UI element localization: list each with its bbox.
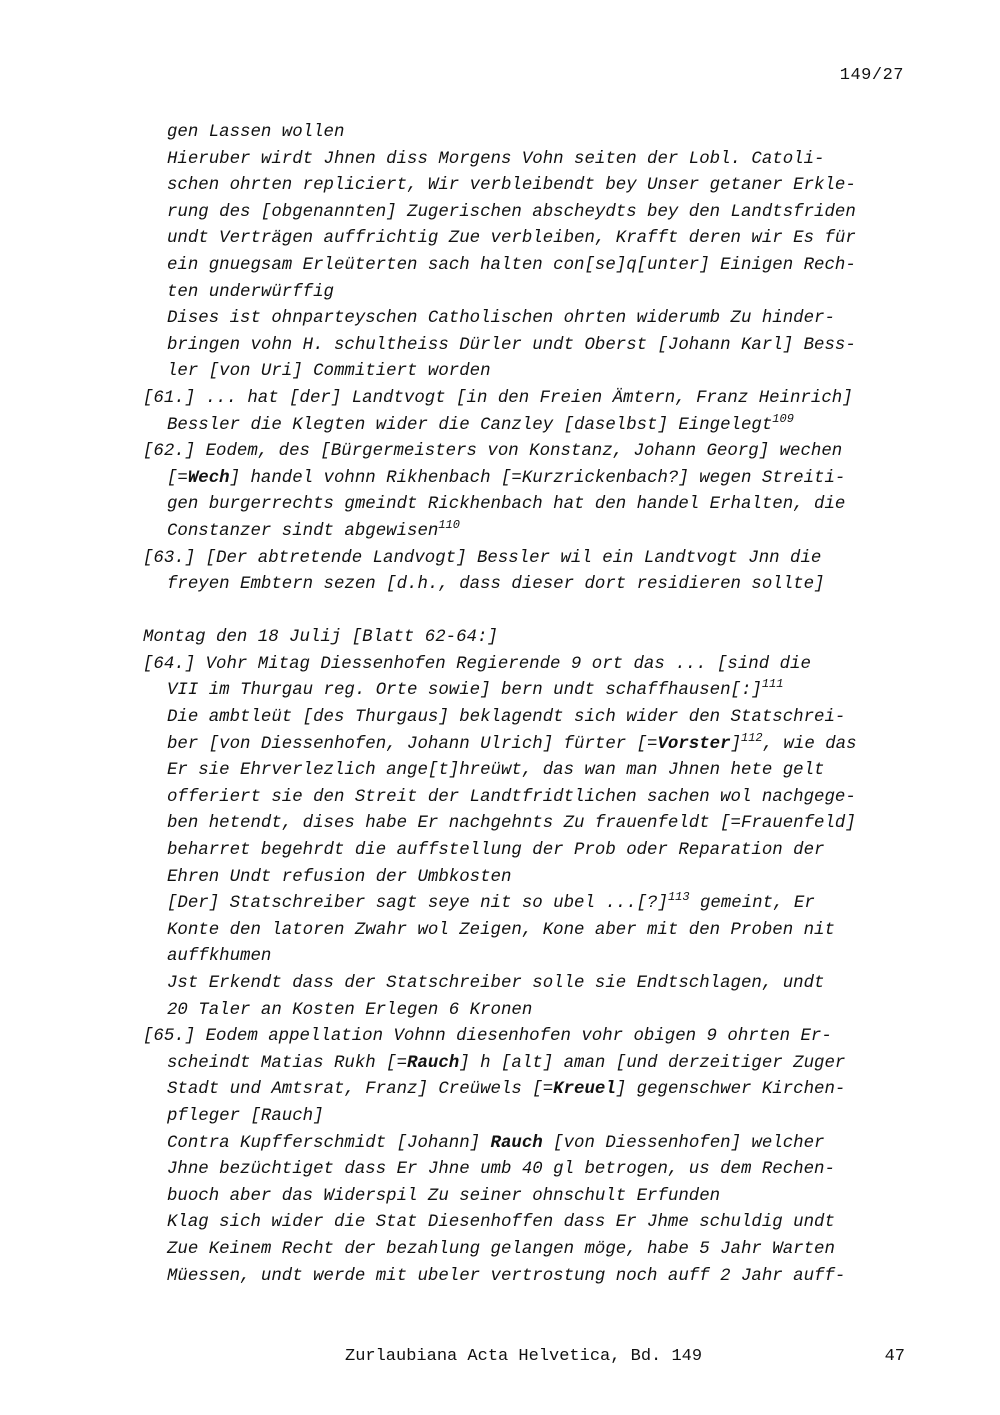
text-segment: [Der] Statschreiber sagt seye nit so ubel ...[?] [167, 894, 668, 914]
text-segment: gemeint, Er [689, 894, 815, 914]
text-line: undt Verträgen auffrichtig Zue verbleiben, Krafft deren wir Es für [167, 229, 856, 249]
text-line: offeriert sie den Streit der Landtfridtlichen sachen wol nachgege- [167, 787, 856, 807]
document-body [143, 120, 913, 1290]
footnote-ref-109: 109 [772, 411, 794, 426]
text-line [143, 891, 913, 918]
text-line: ler [von Uri] Commitiert worden [167, 362, 491, 382]
text-line: Klag sich wider die Stat Diesenhoffen dass Er Jhme schuldig undt [167, 1213, 835, 1233]
footnote-ref-110: 110 [438, 517, 460, 532]
text-line: ten underwürffig [167, 282, 334, 302]
bold-name-rauch: Rauch [407, 1053, 460, 1073]
entry-63-line: [63.] [Der abtretende Landvogt] Bessler wil ein Landtvogt Jnn die [143, 548, 822, 568]
page-number: 47 [884, 1347, 905, 1366]
footnote-ref-111: 111 [761, 677, 784, 692]
text-line: auffkhumen [167, 947, 272, 967]
entry-64-line: [64.] Vohr Mitag Diessenhofen Regierende 9 ort das ... [sind die [143, 654, 811, 674]
footer-title: Zurlaubiana Acta Helvetica, Bd. 149 [345, 1347, 703, 1366]
text-segment: ] gegenschwer Kirchen- [615, 1080, 846, 1100]
text-line [143, 466, 913, 493]
text-segment: , wie das [762, 734, 857, 754]
text-line [143, 413, 913, 440]
text-line: Jst Erkendt dass der Statschreiber solle sie Endtschlagen, undt [167, 974, 825, 993]
text-line [143, 1077, 913, 1104]
bold-name-kreuel: Kreuel [553, 1080, 616, 1100]
text-segment: [von Diessenhofen] welcher [542, 1133, 825, 1153]
text-segment: ] [730, 734, 741, 754]
text-segment: Constanzer sindt abgewisen [167, 521, 439, 541]
text-line: Zue Keinem Recht der bezahlung gelangen möge, habe 5 Jahr Warten [167, 1239, 835, 1259]
footnote-ref-112: 112 [741, 730, 763, 745]
text-segment: scheindt Matias Rukh [= [167, 1053, 408, 1073]
text-line [143, 678, 913, 705]
text-line: Konte den latoren Zwahr wol Zeigen, Kone aber mit den Proben nit [167, 920, 835, 940]
text-line: Hieruber wirdt Jhnen diss Morgens Vohn seiten der Lobl. Catoli- [167, 149, 825, 169]
text-segment: Stadt und Amtsrat, Franz] Creüwels [= [167, 1080, 554, 1100]
text-line: Ehren Undt refusion der Umbkosten [167, 867, 512, 887]
text-segment: [= [167, 468, 188, 488]
text-segment: ber [von Diessenhofen, Johann Ulrich] fürter [= [167, 734, 658, 754]
text-line: schen ohrten repliciert, Wir verbleibendt bey Unser getaner Erkle- [167, 176, 856, 196]
page-reference: 149/27 [839, 66, 904, 85]
text-line: rung des [obgenannten] Zugerischen abscheydts bey den Landtsfriden [167, 202, 856, 222]
text-segment: Bessler die Klegten wider die Canzley [daselbst] Eingelegt [167, 415, 773, 435]
footnote-ref-113: 113 [667, 890, 690, 905]
bold-name-vorster: Vorster [657, 734, 731, 754]
text-line: buoch aber das Widerspil Zu seiner ohnschult Erfunden [167, 1186, 721, 1206]
text-line [143, 1051, 913, 1078]
text-line: ein gnuegsam Erleüterten sach halten con[se]q[unter] Einigen Rech- [167, 255, 856, 275]
text-segment: VII im Thurgau reg. Orte sowie] bern undt schaffhausen[:] [167, 681, 762, 701]
bold-name-rauch: Rauch [490, 1133, 543, 1153]
text-line: ben hetendt, dises habe Er nachgehnts Zu frauenfeldt [=Frauenfeld] [167, 814, 856, 834]
text-line [143, 519, 913, 546]
text-line: gen Lassen wollen [167, 123, 345, 142]
text-line: pfleger [Rauch] [167, 1106, 324, 1126]
bold-name-wech: Wech [187, 468, 230, 488]
text-line [143, 1131, 913, 1158]
blank-line [143, 599, 913, 626]
text-segment: ] h [alt] aman [und derzeitiger Zuger [459, 1053, 846, 1073]
text-line: Die ambtleüt [des Thurgaus] beklagendt sich wider den Statschrei- [167, 708, 846, 728]
text-line: bringen vohn H. schultheiss Dürler undt Oberst [Johann Karl] Bess- [167, 335, 856, 355]
entry-62-line: [62.] Eodem, des [Bürgermeisters von Konstanz, Johann Georg] wechen [143, 442, 843, 462]
text-segment: ] handel vohnn Rikhenbach [=Kurzrickenbach?] wegen Streiti- [229, 468, 846, 488]
text-line [143, 732, 913, 759]
text-line: gen burgerrechts gmeindt Rickhenbach hat den handel Erhalten, die [167, 495, 846, 515]
text-line: freyen Embtern sezen [d.h., dass dieser dort residieren sollte] [167, 575, 825, 595]
text-line: Müessen, undt werde mit ubeler vertrostung noch auff 2 Jahr auff- [167, 1266, 846, 1286]
text-line: beharret begehrdt die auffstellung der Prob oder Reparation der [167, 841, 825, 861]
entry-65-line: [65.] Eodem appellation Vohnn diesenhofen vohr obigen 9 ohrten Er- [143, 1027, 832, 1047]
entry-61-line: [61.] ... hat [der] Landtvogt [in den Freien Ämtern, Franz Heinrich] [143, 388, 853, 408]
text-line: Jhne bezüchtiget dass Er Jhne umb 40 gl betrogen, us dem Rechen- [167, 1160, 835, 1180]
text-line: 20 Taler an Kosten Erlegen 6 Kronen [167, 1000, 533, 1020]
text-segment: Contra Kupfferschmidt [Johann] [167, 1133, 491, 1153]
date-heading: Montag den 18 Julij [Blatt 62-64:] [143, 628, 498, 648]
text-line: Dises ist ohnparteyschen Catholischen ohrten widerumb Zu hinder- [167, 309, 835, 329]
text-line: Er sie Ehrverlezlich ange[t]hreüwt, das wan man Jhnen hete gelt [167, 761, 825, 781]
